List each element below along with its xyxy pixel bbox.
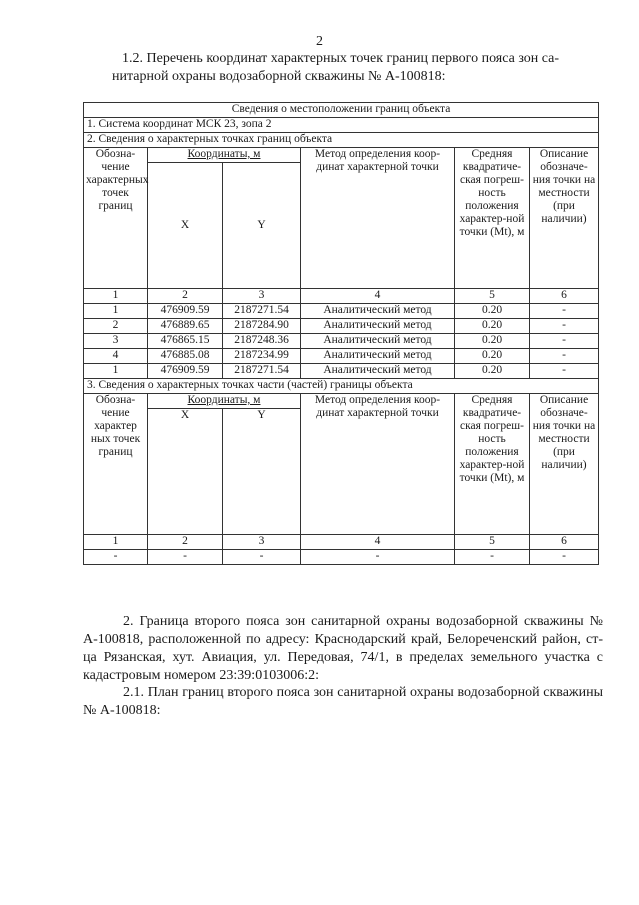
header-coordinates: Координаты, м bbox=[148, 394, 301, 409]
table-row: 3 476865.15 2187248.36 Аналитический метод 0.20 - bbox=[84, 334, 599, 349]
header-description: Описание обозначе-ния точки на местности (при наличии) bbox=[530, 394, 599, 535]
coordinates-table bbox=[83, 102, 599, 565]
header-method: Метод определения коор-динат характерной точки bbox=[301, 148, 455, 289]
header-designation: Обозна-чение характер ных точек границ bbox=[84, 394, 148, 535]
header-designation: Обозна-чение характерных точек границ bbox=[84, 148, 148, 289]
paragraph-text: 2. Граница второго пояса зон санитарной охраны водозаборной скважины № А-100818, расположенной по адресу: Краснодарский край, Белореченский район, ст-ца Рязанская, хут. Авиация, ул. Передовая, 74/1, в пределах земельного участка с кадастровым номером 23:39:0103006:2: bbox=[83, 614, 603, 683]
section-heading bbox=[112, 50, 594, 86]
paragraph-second-zone bbox=[83, 613, 603, 685]
table-row: - - - - - - bbox=[84, 550, 599, 565]
col-number: 6 bbox=[530, 289, 599, 304]
header-coordinates: Координаты, м bbox=[148, 148, 301, 163]
col-number: 4 bbox=[301, 289, 455, 304]
col-number: 3 bbox=[223, 535, 301, 550]
col-number: 5 bbox=[455, 535, 530, 550]
table-title: Сведения о местоположении границ объекта bbox=[84, 103, 599, 118]
page-number: 2 bbox=[316, 34, 323, 49]
section-points-row: 2. Сведения о характерных точках границ объекта bbox=[84, 133, 599, 148]
col-number: 6 bbox=[530, 535, 599, 550]
header-x: X bbox=[148, 163, 223, 289]
col-number: 5 bbox=[455, 289, 530, 304]
header-description: Описание обозначе-ния точки на местности (при наличии) bbox=[530, 148, 599, 289]
table-row: 2 476889.65 2187284.90 Аналитический метод 0.20 - bbox=[84, 319, 599, 334]
col-number: 1 bbox=[84, 289, 148, 304]
header-error: Средняя квадратиче-ская погреш-ность положения характер-ной точки (Mt), м bbox=[455, 394, 530, 535]
header-x: X bbox=[148, 409, 223, 535]
heading-line-2: нитарной охраны водозаборной скважины № А-100818: bbox=[112, 69, 446, 84]
coordinate-system-row: 1. Система координат МСК 23, зопа 2 bbox=[84, 118, 599, 133]
table-row: 4 476885.08 2187234.99 Аналитический метод 0.20 - bbox=[84, 349, 599, 364]
paragraph-text: 2.1. План границ второго пояса зон санитарной охраны водозаборной скважины № А-100818: bbox=[83, 685, 603, 718]
header-y: Y bbox=[223, 163, 301, 289]
col-number: 3 bbox=[223, 289, 301, 304]
table-row: 1 476909.59 2187271.54 Аналитический метод 0.20 - bbox=[84, 364, 599, 379]
col-number: 2 bbox=[148, 535, 223, 550]
table-row: 1 476909.59 2187271.54 Аналитический метод 0.20 - bbox=[84, 304, 599, 319]
col-number: 2 bbox=[148, 289, 223, 304]
paragraph-plan bbox=[83, 684, 603, 720]
header-error: Средняя квадратиче-ская погреш-ность положения характер-ной точки (Mt), м bbox=[455, 148, 530, 289]
heading-line-1: 1.2. Перечень координат характерных точек границ первого пояса зон са- bbox=[122, 51, 560, 66]
header-y: Y bbox=[223, 409, 301, 535]
section-part-points-row: 3. Сведения о характерных точках части (частей) границы объекта bbox=[84, 379, 599, 394]
col-number: 1 bbox=[84, 535, 148, 550]
header-method: Метод определения коор-динат характерной точки bbox=[301, 394, 455, 535]
col-number: 4 bbox=[301, 535, 455, 550]
